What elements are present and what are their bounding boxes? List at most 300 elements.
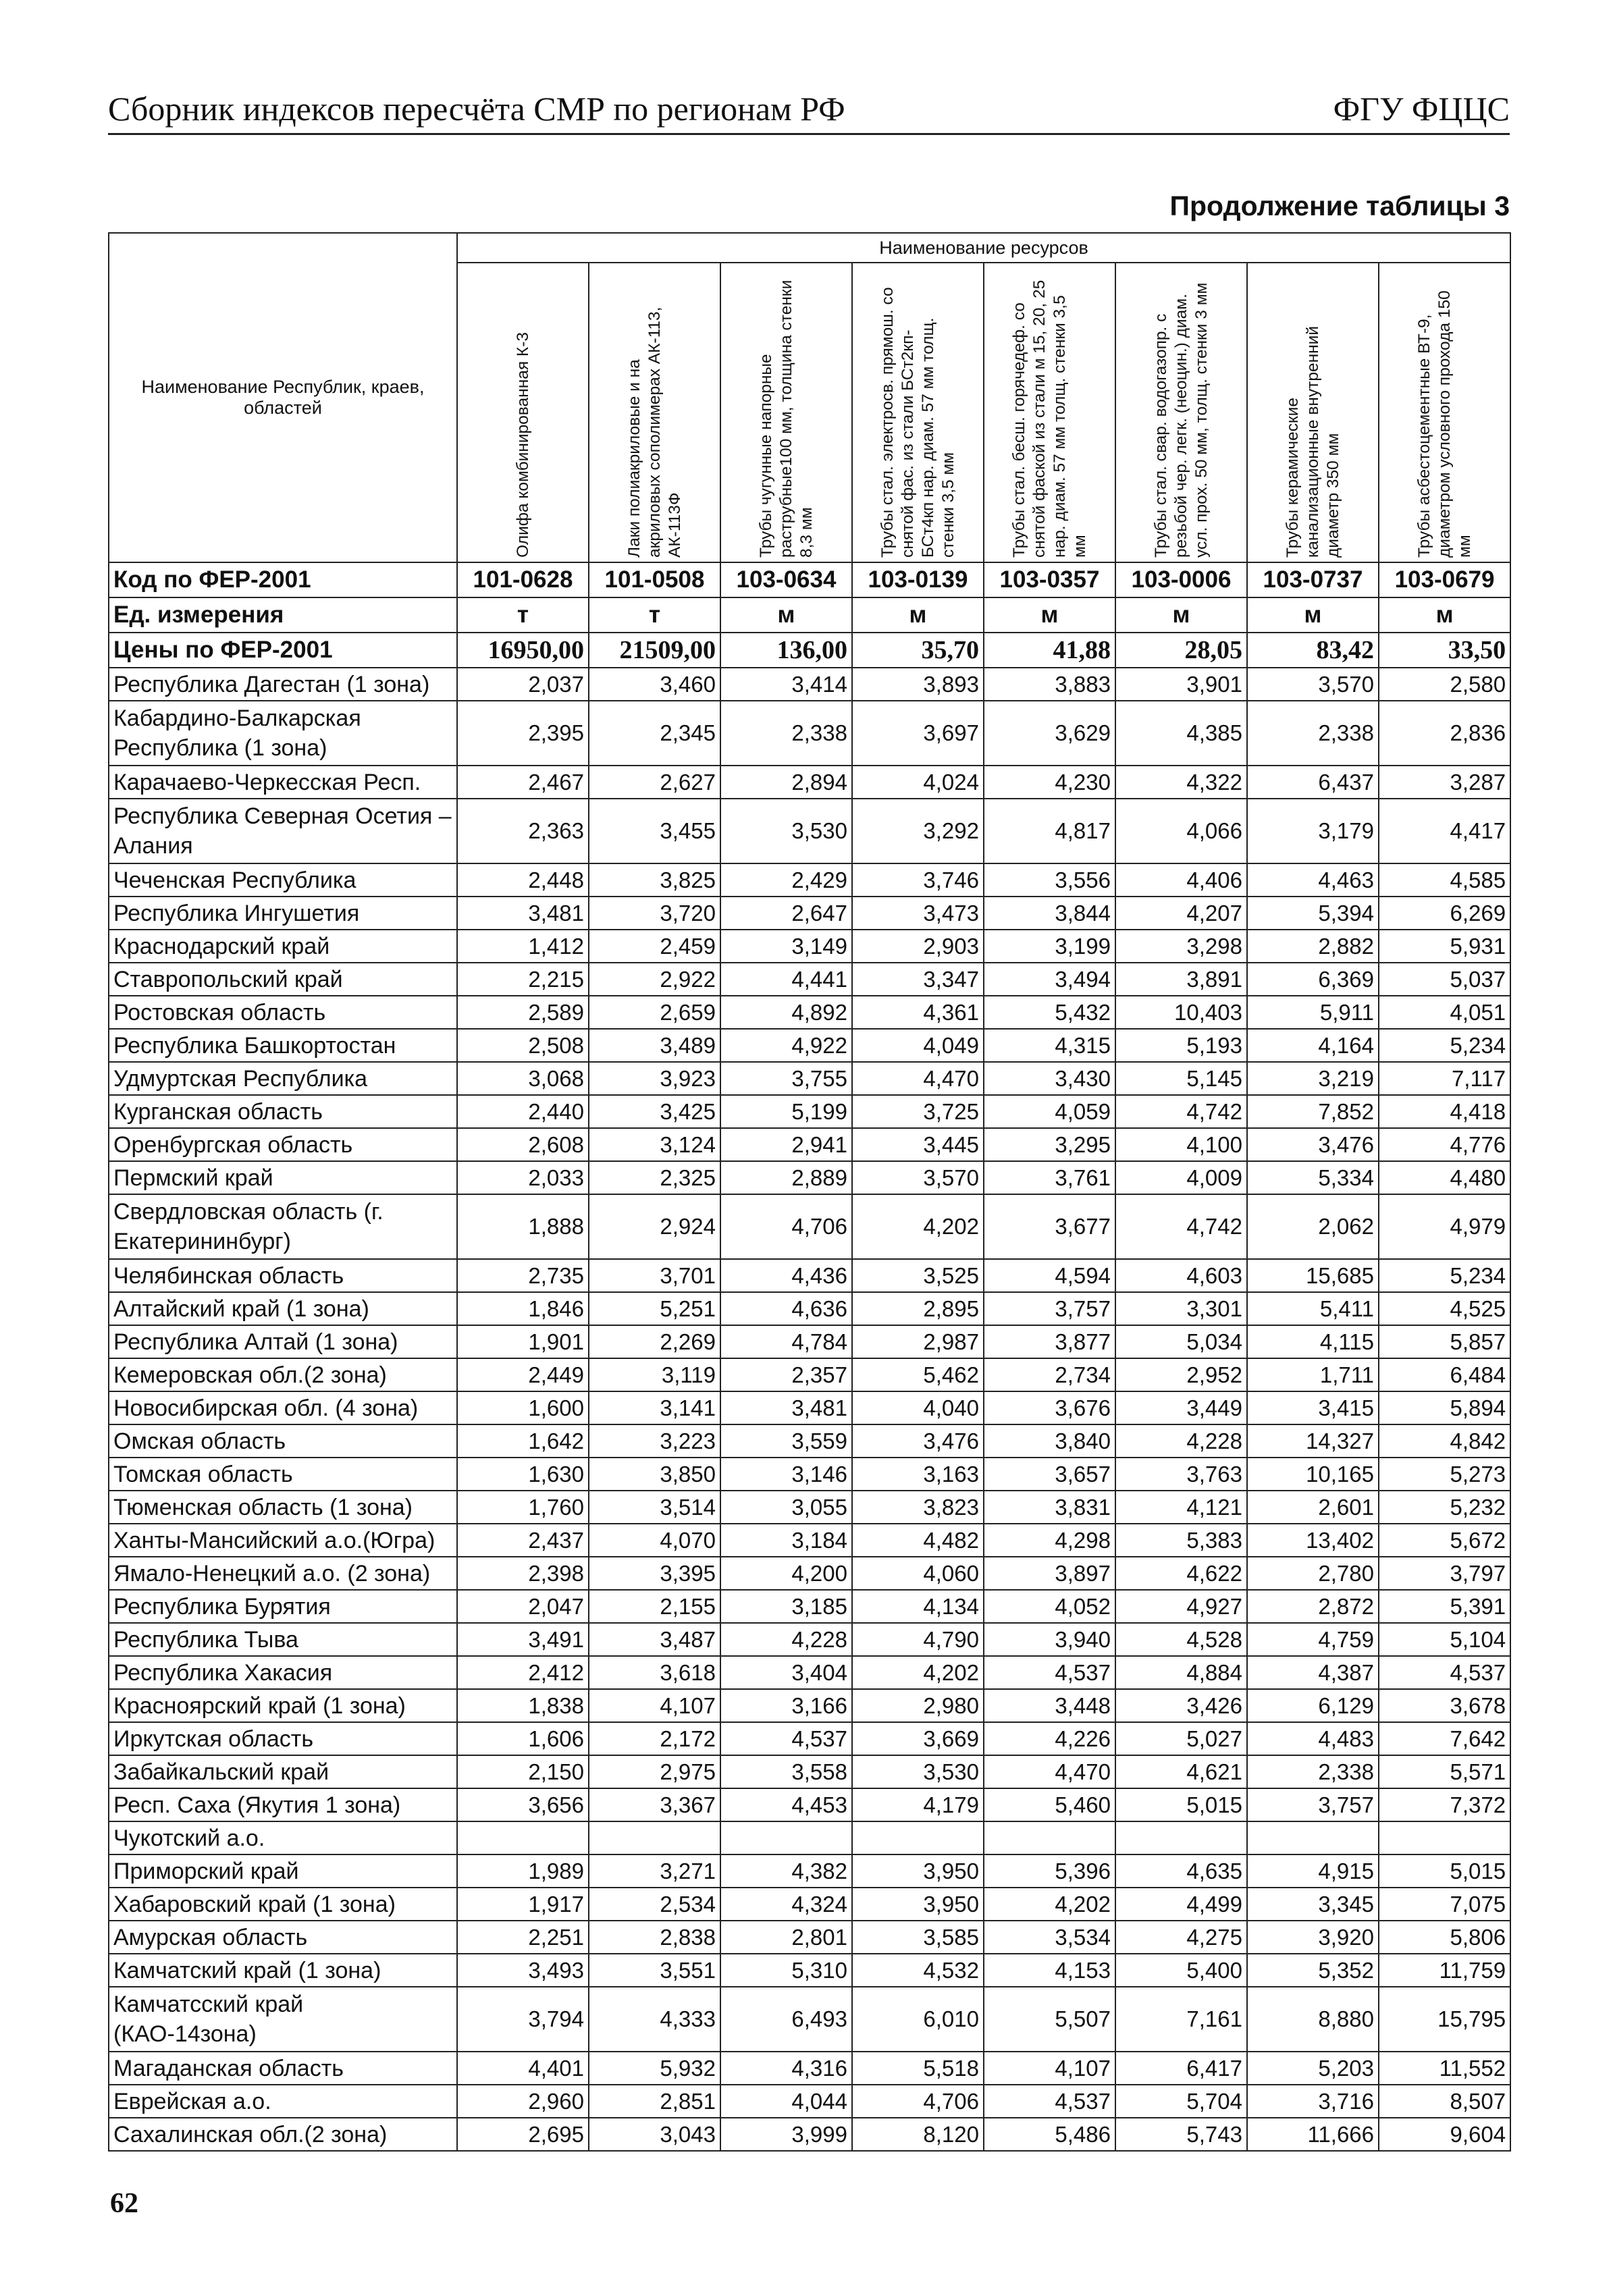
index-value: 3,720 <box>589 897 720 930</box>
index-value: 2,922 <box>589 963 720 996</box>
index-value: 5,034 <box>1115 1325 1247 1358</box>
index-value: 4,884 <box>1115 1656 1247 1689</box>
index-value: 2,851 <box>589 2085 720 2118</box>
index-value: 3,185 <box>720 1590 852 1623</box>
index-value: 4,436 <box>720 1259 852 1292</box>
index-value: 4,387 <box>1247 1656 1379 1689</box>
index-value: 3,430 <box>984 1062 1115 1095</box>
index-value: 4,537 <box>1379 1656 1510 1689</box>
index-value: 2,987 <box>852 1325 984 1358</box>
index-value: 5,571 <box>1379 1755 1510 1788</box>
region-name: Челябинская область <box>109 1259 457 1292</box>
index-value: 7,161 <box>1115 1987 1247 2052</box>
price-row-cell: 83,42 <box>1247 633 1379 668</box>
index-value: 4,040 <box>852 1391 984 1424</box>
index-value: 2,459 <box>589 930 720 963</box>
index-value: 2,508 <box>457 1029 589 1062</box>
index-value: 3,618 <box>589 1656 720 1689</box>
table-row <box>109 701 1510 766</box>
region-name: Кемеровская обл.(2 зона) <box>109 1358 457 1391</box>
index-value: 4,482 <box>852 1524 984 1557</box>
table-row <box>109 1755 1510 1788</box>
index-value: 5,932 <box>589 2052 720 2085</box>
index-value: 5,400 <box>1115 1954 1247 1987</box>
resource-column-header <box>852 263 984 562</box>
price-row-cell: 21509,00 <box>589 633 720 668</box>
index-value: 4,537 <box>984 2085 1115 2118</box>
running-header-title: Сборник индексов пересчёта СМР по регионам РФ <box>108 90 845 128</box>
table-row <box>109 1128 1510 1161</box>
running-header-org: ФГУ ФЦЦС <box>1333 90 1510 128</box>
index-value: 5,145 <box>1115 1062 1247 1095</box>
index-value: 4,742 <box>1115 1194 1247 1259</box>
index-value: 3,950 <box>852 1888 984 1921</box>
index-value: 5,931 <box>1379 930 1510 963</box>
index-value: 3,415 <box>1247 1391 1379 1424</box>
code-row-cell: 103-0737 <box>1247 562 1379 597</box>
table-row <box>109 1954 1510 1987</box>
resource-column-header <box>984 263 1115 562</box>
index-value: 4,361 <box>852 996 984 1029</box>
index-value: 1,888 <box>457 1194 589 1259</box>
index-value: 4,059 <box>984 1095 1115 1128</box>
table-caption: Продолжение таблицы 3 <box>1169 190 1510 221</box>
index-value: 2,033 <box>457 1161 589 1194</box>
unit-row-label: Ед. измерения <box>109 597 457 633</box>
index-value: 4,202 <box>852 1656 984 1689</box>
unit-row-cell: м <box>1247 597 1379 633</box>
index-value: 4,066 <box>1115 799 1247 863</box>
index-value: 2,215 <box>457 963 589 996</box>
index-value: 2,838 <box>589 1921 720 1954</box>
index-value: 4,298 <box>984 1524 1115 1557</box>
index-value: 3,840 <box>984 1424 1115 1458</box>
index-value: 4,324 <box>720 1888 852 1921</box>
index-value: 4,706 <box>720 1194 852 1259</box>
index-value: 2,325 <box>589 1161 720 1194</box>
region-name: Камчатский край (1 зона) <box>109 1954 457 1987</box>
index-value: 4,228 <box>1115 1424 1247 1458</box>
index-value: 3,347 <box>852 963 984 996</box>
index-value: 3,301 <box>1115 1292 1247 1325</box>
table-row <box>109 668 1510 701</box>
index-value: 5,037 <box>1379 963 1510 996</box>
table-row <box>109 1292 1510 1325</box>
index-value: 6,437 <box>1247 766 1379 799</box>
index-value: 4,275 <box>1115 1921 1247 1954</box>
index-value: 3,883 <box>984 668 1115 701</box>
index-value: 4,463 <box>1247 863 1379 897</box>
index-value: 3,901 <box>1115 668 1247 701</box>
index-value: 3,678 <box>1379 1689 1510 1722</box>
index-value: 3,701 <box>589 1259 720 1292</box>
index-value: 6,493 <box>720 1987 852 2052</box>
index-value: 3,897 <box>984 1557 1115 1590</box>
index-value: 3,494 <box>984 963 1115 996</box>
resources-group-header: Наименование ресурсов <box>457 233 1510 263</box>
table-row <box>109 1424 1510 1458</box>
index-value: 3,657 <box>984 1458 1115 1491</box>
index-value: 4,382 <box>720 1854 852 1888</box>
unit-row-cell: т <box>457 597 589 633</box>
index-value: 4,009 <box>1115 1161 1247 1194</box>
index-value: 2,534 <box>589 1888 720 1921</box>
index-value: 3,476 <box>852 1424 984 1458</box>
index-value: 4,499 <box>1115 1888 1247 1921</box>
index-value: 1,989 <box>457 1854 589 1888</box>
index-value: 3,476 <box>1247 1128 1379 1161</box>
index-value: 2,269 <box>589 1325 720 1358</box>
index-value: 3,141 <box>589 1391 720 1424</box>
index-value: 3,551 <box>589 1954 720 1987</box>
index-value: 2,155 <box>589 1590 720 1623</box>
table-row <box>109 930 1510 963</box>
index-value: 2,363 <box>457 799 589 863</box>
index-value: 3,669 <box>852 1722 984 1755</box>
table-body <box>109 562 1510 2151</box>
price-index-table <box>108 232 1511 2152</box>
index-value: 3,530 <box>720 799 852 863</box>
index-value <box>984 1821 1115 1854</box>
index-value: 5,383 <box>1115 1524 1247 1557</box>
resource-name: Трубы стал. электросв. прямош. со снятой фас. из стали БСт2кп-БСт4кп нар. диам. 57 мм толщ. стенки 3,5 мм <box>878 287 957 558</box>
index-value: 3,449 <box>1115 1391 1247 1424</box>
index-value: 3,761 <box>984 1161 1115 1194</box>
table-row <box>109 2085 1510 2118</box>
index-value: 6,129 <box>1247 1689 1379 1722</box>
index-value: 3,716 <box>1247 2085 1379 2118</box>
index-value: 4,979 <box>1379 1194 1510 1259</box>
index-value: 11,666 <box>1247 2118 1379 2151</box>
table-row <box>109 1821 1510 1854</box>
index-value: 3,473 <box>852 897 984 930</box>
index-value: 1,600 <box>457 1391 589 1424</box>
index-value: 5,015 <box>1379 1854 1510 1888</box>
index-value: 2,941 <box>720 1128 852 1161</box>
index-value: 3,877 <box>984 1325 1115 1358</box>
index-value: 3,292 <box>852 799 984 863</box>
unit-row-cell: т <box>589 597 720 633</box>
table-row <box>109 1722 1510 1755</box>
table-row <box>109 2052 1510 2085</box>
index-value: 5,857 <box>1379 1325 1510 1358</box>
region-name: Омская область <box>109 1424 457 1458</box>
index-value: 3,629 <box>984 701 1115 766</box>
index-value: 3,570 <box>1247 668 1379 701</box>
index-value: 2,449 <box>457 1358 589 1391</box>
index-value: 5,460 <box>984 1788 1115 1821</box>
table-row <box>109 1491 1510 1524</box>
index-value: 4,417 <box>1379 799 1510 863</box>
index-value: 2,047 <box>457 1590 589 1623</box>
index-value: 3,534 <box>984 1921 1115 1954</box>
index-value: 3,295 <box>984 1128 1115 1161</box>
index-value: 4,470 <box>984 1755 1115 1788</box>
index-value: 3,367 <box>589 1788 720 1821</box>
index-value: 10,165 <box>1247 1458 1379 1491</box>
index-value: 4,316 <box>720 2052 852 2085</box>
region-column-header: Наименование Республик, краев, областей <box>109 233 457 562</box>
table-row <box>109 1458 1510 1491</box>
index-value: 3,725 <box>852 1095 984 1128</box>
index-value: 1,412 <box>457 930 589 963</box>
index-value: 5,507 <box>984 1987 1115 2052</box>
index-value: 5,273 <box>1379 1458 1510 1491</box>
index-value: 2,448 <box>457 863 589 897</box>
index-value <box>1115 1821 1247 1854</box>
index-value: 15,685 <box>1247 1259 1379 1292</box>
index-value: 4,333 <box>589 1987 720 2052</box>
resource-name: Трубы керамические канализационные внутренний диаметр 350 мм <box>1283 325 1342 558</box>
index-value: 3,844 <box>984 897 1115 930</box>
index-value: 3,697 <box>852 701 984 766</box>
index-value: 2,357 <box>720 1358 852 1391</box>
index-value: 2,734 <box>984 1358 1115 1391</box>
index-value: 4,915 <box>1247 1854 1379 1888</box>
region-name: Ростовская область <box>109 996 457 1029</box>
resource-column-header <box>589 263 720 562</box>
index-value: 3,448 <box>984 1689 1115 1722</box>
index-value: 2,882 <box>1247 930 1379 963</box>
index-value: 8,507 <box>1379 2085 1510 2118</box>
index-value: 4,418 <box>1379 1095 1510 1128</box>
resource-column-header <box>1115 263 1247 562</box>
index-value: 3,794 <box>457 1987 589 2052</box>
code-row-cell: 101-0628 <box>457 562 589 597</box>
index-value: 1,630 <box>457 1458 589 1491</box>
index-value: 2,780 <box>1247 1557 1379 1590</box>
index-value: 1,760 <box>457 1491 589 1524</box>
index-value: 3,223 <box>589 1424 720 1458</box>
index-value: 3,556 <box>984 863 1115 897</box>
resource-column-header <box>1379 263 1510 562</box>
index-value: 4,621 <box>1115 1755 1247 1788</box>
index-value: 5,894 <box>1379 1391 1510 1424</box>
region-name: Хабаровский край (1 зона) <box>109 1888 457 1921</box>
table-row <box>109 1325 1510 1358</box>
index-value: 3,514 <box>589 1491 720 1524</box>
index-value: 4,483 <box>1247 1722 1379 1755</box>
index-value: 4,532 <box>852 1954 984 1987</box>
index-value: 3,491 <box>457 1623 589 1656</box>
table-row <box>109 1358 1510 1391</box>
index-value: 4,115 <box>1247 1325 1379 1358</box>
index-value: 3,831 <box>984 1491 1115 1524</box>
index-value: 5,432 <box>984 996 1115 1029</box>
index-value: 3,676 <box>984 1391 1115 1424</box>
index-value: 3,920 <box>1247 1921 1379 1954</box>
region-name: Иркутская область <box>109 1722 457 1755</box>
index-value: 5,672 <box>1379 1524 1510 1557</box>
page-number: 62 <box>110 2188 138 2219</box>
index-value: 5,704 <box>1115 2085 1247 2118</box>
region-name: Забайкальский край <box>109 1755 457 1788</box>
index-value: 4,406 <box>1115 863 1247 897</box>
index-value: 3,199 <box>984 930 1115 963</box>
index-value: 2,150 <box>457 1755 589 1788</box>
index-value: 4,453 <box>720 1788 852 1821</box>
table-row <box>109 897 1510 930</box>
index-value: 4,525 <box>1379 1292 1510 1325</box>
table-row <box>109 1259 1510 1292</box>
unit-row-cell: м <box>720 597 852 633</box>
index-value: 7,117 <box>1379 1062 1510 1095</box>
table-row <box>109 1062 1510 1095</box>
price-row-label: Цены по ФЕР-2001 <box>109 633 457 668</box>
index-value: 1,642 <box>457 1424 589 1458</box>
index-value: 3,184 <box>720 1524 852 1557</box>
index-value: 3,487 <box>589 1623 720 1656</box>
index-value: 2,062 <box>1247 1194 1379 1259</box>
index-value: 3,068 <box>457 1062 589 1095</box>
resource-name: Трубы стал. свар. водогазопр. с резьбой чер. легк. (неоцин.) диам. усл. прох. 50 мм, толщ. стенки 3 мм <box>1151 282 1211 558</box>
region-name: Оренбургская область <box>109 1128 457 1161</box>
index-value: 4,776 <box>1379 1128 1510 1161</box>
index-value: 3,271 <box>589 1854 720 1888</box>
table-row <box>109 1788 1510 1821</box>
index-value: 4,528 <box>1115 1623 1247 1656</box>
index-value: 6,417 <box>1115 2052 1247 2085</box>
index-value: 3,823 <box>852 1491 984 1524</box>
region-name: Ямало-Ненецкий а.о. (2 зона) <box>109 1557 457 1590</box>
index-value: 6,484 <box>1379 1358 1510 1391</box>
index-value: 4,322 <box>1115 766 1247 799</box>
index-value: 2,345 <box>589 701 720 766</box>
index-value: 4,603 <box>1115 1259 1247 1292</box>
index-value: 3,395 <box>589 1557 720 1590</box>
index-value: 5,310 <box>720 1954 852 1987</box>
index-value: 5,334 <box>1247 1161 1379 1194</box>
index-value: 3,163 <box>852 1458 984 1491</box>
index-value: 4,385 <box>1115 701 1247 766</box>
index-value: 8,880 <box>1247 1987 1379 2052</box>
index-value: 3,530 <box>852 1755 984 1788</box>
index-value: 1,711 <box>1247 1358 1379 1391</box>
index-value: 4,153 <box>984 1954 1115 1987</box>
index-value: 4,480 <box>1379 1161 1510 1194</box>
index-value: 5,743 <box>1115 2118 1247 2151</box>
index-value: 15,795 <box>1379 1987 1510 2052</box>
index-value: 3,525 <box>852 1259 984 1292</box>
region-name: Тюменская область (1 зона) <box>109 1491 457 1524</box>
index-value: 7,852 <box>1247 1095 1379 1128</box>
price-row <box>109 633 1510 668</box>
index-value: 3,893 <box>852 668 984 701</box>
index-value: 2,975 <box>589 1755 720 1788</box>
price-row-cell: 16950,00 <box>457 633 589 668</box>
index-value: 1,901 <box>457 1325 589 1358</box>
index-value: 2,437 <box>457 1524 589 1557</box>
index-value: 5,015 <box>1115 1788 1247 1821</box>
resource-column-header <box>720 263 852 562</box>
index-value: 2,952 <box>1115 1358 1247 1391</box>
index-value: 4,060 <box>852 1557 984 1590</box>
region-name: Томская область <box>109 1458 457 1491</box>
index-value: 4,228 <box>720 1623 852 1656</box>
region-name: Республика Бурятия <box>109 1590 457 1623</box>
index-value: 3,119 <box>589 1358 720 1391</box>
index-value: 4,134 <box>852 1590 984 1623</box>
index-value: 3,481 <box>720 1391 852 1424</box>
index-value: 3,493 <box>457 1954 589 1987</box>
index-value: 14,327 <box>1247 1424 1379 1458</box>
region-name: Ханты-Мансийский а.о.(Югра) <box>109 1524 457 1557</box>
resource-name: Трубы чугунные напорные раструбные100 мм, толщина стенки 8,3 мм <box>756 279 816 558</box>
index-value: 3,287 <box>1379 766 1510 799</box>
index-value: 3,426 <box>1115 1689 1247 1722</box>
index-value: 3,558 <box>720 1755 852 1788</box>
region-name: Республика Хакасия <box>109 1656 457 1689</box>
region-name: Свердловская область (г. Екатерининбург) <box>109 1194 457 1259</box>
code-row-cell: 103-0634 <box>720 562 852 597</box>
price-row-cell: 35,70 <box>852 633 984 668</box>
index-value: 3,455 <box>589 799 720 863</box>
index-value: 4,051 <box>1379 996 1510 1029</box>
index-value: 10,403 <box>1115 996 1247 1029</box>
index-value: 4,636 <box>720 1292 852 1325</box>
index-value: 3,585 <box>852 1921 984 1954</box>
index-value <box>589 1821 720 1854</box>
index-value: 2,872 <box>1247 1590 1379 1623</box>
index-value: 5,486 <box>984 2118 1115 2151</box>
code-row-cell: 103-0357 <box>984 562 1115 597</box>
index-value: 7,642 <box>1379 1722 1510 1755</box>
index-value: 4,470 <box>852 1062 984 1095</box>
index-value: 4,585 <box>1379 863 1510 897</box>
table-row <box>109 799 1510 863</box>
table-row <box>109 963 1510 996</box>
index-value: 5,518 <box>852 2052 984 2085</box>
index-value: 3,414 <box>720 668 852 701</box>
index-value: 2,172 <box>589 1722 720 1755</box>
index-value: 5,203 <box>1247 2052 1379 2085</box>
index-value: 6,369 <box>1247 963 1379 996</box>
index-value: 2,412 <box>457 1656 589 1689</box>
index-value: 4,537 <box>984 1656 1115 1689</box>
index-value: 2,398 <box>457 1557 589 1590</box>
index-value: 4,892 <box>720 996 852 1029</box>
index-value: 4,202 <box>984 1888 1115 1921</box>
index-value: 5,232 <box>1379 1491 1510 1524</box>
index-value: 6,010 <box>852 1987 984 2052</box>
index-value: 3,298 <box>1115 930 1247 963</box>
index-value: 4,784 <box>720 1325 852 1358</box>
index-value: 3,757 <box>984 1292 1115 1325</box>
index-value: 1,838 <box>457 1689 589 1722</box>
index-value: 2,895 <box>852 1292 984 1325</box>
table-row <box>109 863 1510 897</box>
table-row <box>109 1524 1510 1557</box>
index-value: 3,755 <box>720 1062 852 1095</box>
resource-name: Олифа комбинированная К-3 <box>513 332 532 558</box>
index-value: 5,394 <box>1247 897 1379 930</box>
table-row <box>109 1194 1510 1259</box>
price-row-cell: 136,00 <box>720 633 852 668</box>
region-name: Респ. Саха (Якутия 1 зона) <box>109 1788 457 1821</box>
code-row-cell: 103-0139 <box>852 562 984 597</box>
unit-row-cell: м <box>852 597 984 633</box>
index-value: 3,445 <box>852 1128 984 1161</box>
index-value: 3,481 <box>457 897 589 930</box>
index-value: 3,345 <box>1247 1888 1379 1921</box>
index-value: 2,647 <box>720 897 852 930</box>
index-value: 4,107 <box>589 1689 720 1722</box>
index-value: 5,199 <box>720 1095 852 1128</box>
index-value: 2,440 <box>457 1095 589 1128</box>
table-row <box>109 1029 1510 1062</box>
index-value <box>1379 1821 1510 1854</box>
region-name: Чукотский а.о. <box>109 1821 457 1854</box>
